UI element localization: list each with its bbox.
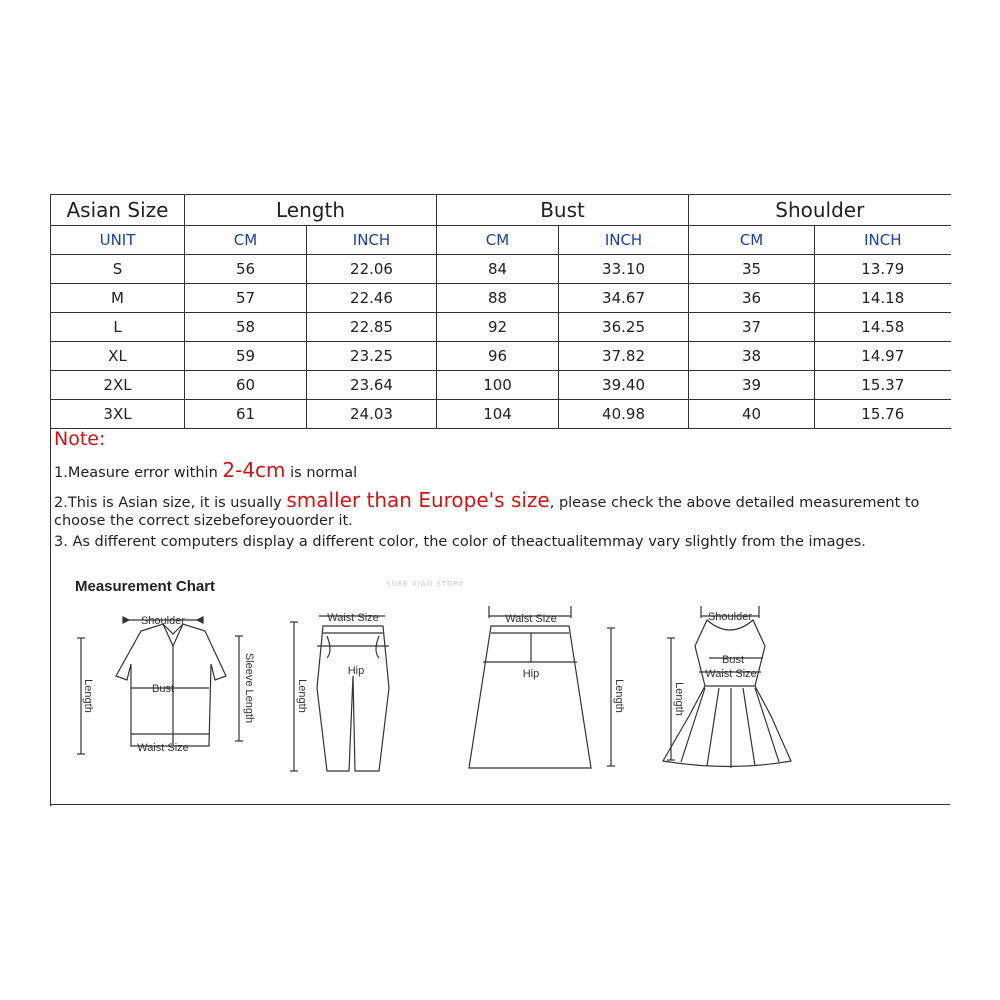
note-line-3: 3. As different computers display a different color, the color of theactualitemmay vary slightly from the images. xyxy=(54,534,866,550)
value-cell: 15.37 xyxy=(815,371,951,400)
value-cell: 39.40 xyxy=(559,371,689,400)
unit-label: UNIT xyxy=(51,226,185,255)
unit-cell: INCH xyxy=(307,226,437,255)
note-line-2b: choose the correct sizebeforeyouorder it. xyxy=(54,513,353,529)
size-cell: M xyxy=(51,284,185,313)
table-row xyxy=(51,400,951,429)
size-header: Asian Size xyxy=(51,195,185,226)
dress-shoulder-label: Shoulder xyxy=(707,611,753,623)
note-line-1 xyxy=(54,458,357,482)
value-cell: 13.79 xyxy=(815,255,951,284)
skirt-waist-label: Waist Size xyxy=(505,613,557,625)
note-highlight: 2-4cm xyxy=(222,458,286,482)
size-cell: L xyxy=(51,313,185,342)
value-cell: 40.98 xyxy=(559,400,689,429)
dress-bust-label: Bust xyxy=(721,654,745,666)
size-table xyxy=(50,194,951,429)
pants-waist-label: Waist Size xyxy=(327,612,379,624)
value-cell: 96 xyxy=(437,342,559,371)
value-cell: 14.97 xyxy=(815,342,951,371)
unit-cell: CM xyxy=(437,226,559,255)
watermark: SURE XIAO STORY xyxy=(386,580,465,588)
skirt-diagram xyxy=(469,606,615,768)
table-row xyxy=(51,255,951,284)
bust-header: Bust xyxy=(437,195,689,226)
shirt-length-label: Length xyxy=(82,679,94,713)
value-cell: 58 xyxy=(185,313,307,342)
value-cell: 36 xyxy=(689,284,815,313)
measurement-chart-title: Measurement Chart xyxy=(75,578,216,595)
table-header-row xyxy=(51,195,951,226)
garment-diagrams xyxy=(51,576,951,804)
unit-cell: INCH xyxy=(815,226,951,255)
skirt-hip-label: Hip xyxy=(522,668,540,680)
value-cell: 38 xyxy=(689,342,815,371)
shirt-shoulder-label: Shoulder xyxy=(140,615,186,627)
pants-hip-label: Hip xyxy=(347,665,365,677)
note-text: 2.This is Asian size, it is usually xyxy=(54,495,287,511)
size-cell: XL xyxy=(51,342,185,371)
length-header: Length xyxy=(185,195,437,226)
value-cell: 37.82 xyxy=(559,342,689,371)
value-cell: 14.58 xyxy=(815,313,951,342)
value-cell: 84 xyxy=(437,255,559,284)
unit-row xyxy=(51,226,951,255)
shirt-waist-label: Waist Size xyxy=(137,742,189,754)
table-row xyxy=(51,284,951,313)
value-cell: 24.03 xyxy=(307,400,437,429)
value-cell: 88 xyxy=(437,284,559,313)
shoulder-header: Shoulder xyxy=(689,195,951,226)
unit-cell: INCH xyxy=(559,226,689,255)
value-cell: 40 xyxy=(689,400,815,429)
unit-cell: CM xyxy=(185,226,307,255)
value-cell: 14.18 xyxy=(815,284,951,313)
size-cell: 3XL xyxy=(51,400,185,429)
value-cell: 92 xyxy=(437,313,559,342)
note-text: , please check the above detailed measurement to xyxy=(549,495,920,511)
note-line-2 xyxy=(54,488,919,512)
value-cell: 33.10 xyxy=(559,255,689,284)
notes-section xyxy=(50,426,951,806)
value-cell: 22.85 xyxy=(307,313,437,342)
skirt-length-label: Length xyxy=(613,679,625,713)
table-row xyxy=(51,313,951,342)
note-text: is normal xyxy=(285,465,358,481)
size-cell: 2XL xyxy=(51,371,185,400)
table-row xyxy=(51,371,951,400)
size-sheet xyxy=(50,194,950,806)
value-cell: 59 xyxy=(185,342,307,371)
bottom-divider xyxy=(50,804,950,805)
value-cell: 60 xyxy=(185,371,307,400)
value-cell: 57 xyxy=(185,284,307,313)
value-cell: 39 xyxy=(689,371,815,400)
value-cell: 22.46 xyxy=(307,284,437,313)
note-highlight: smaller than Europe's size xyxy=(286,488,550,512)
pants-length-label: Length xyxy=(296,679,308,713)
unit-cell: CM xyxy=(689,226,815,255)
dress-waist-label: Waist Size xyxy=(705,668,757,680)
table-row xyxy=(51,342,951,371)
size-cell: S xyxy=(51,255,185,284)
value-cell: 34.67 xyxy=(559,284,689,313)
value-cell: 36.25 xyxy=(559,313,689,342)
value-cell: 61 xyxy=(185,400,307,429)
value-cell: 22.06 xyxy=(307,255,437,284)
value-cell: 15.76 xyxy=(815,400,951,429)
value-cell: 56 xyxy=(185,255,307,284)
value-cell: 104 xyxy=(437,400,559,429)
measurement-chart xyxy=(51,576,951,804)
value-cell: 23.64 xyxy=(307,371,437,400)
value-cell: 37 xyxy=(689,313,815,342)
value-cell: 100 xyxy=(437,371,559,400)
shirt-sleeve-label: Sleeve Length xyxy=(243,652,255,724)
note-text: 1.Measure error within xyxy=(54,465,223,481)
dress-length-label: Length xyxy=(673,682,685,716)
value-cell: 35 xyxy=(689,255,815,284)
note-title: Note: xyxy=(54,428,106,450)
value-cell: 23.25 xyxy=(307,342,437,371)
shirt-bust-label: Bust xyxy=(151,683,175,695)
